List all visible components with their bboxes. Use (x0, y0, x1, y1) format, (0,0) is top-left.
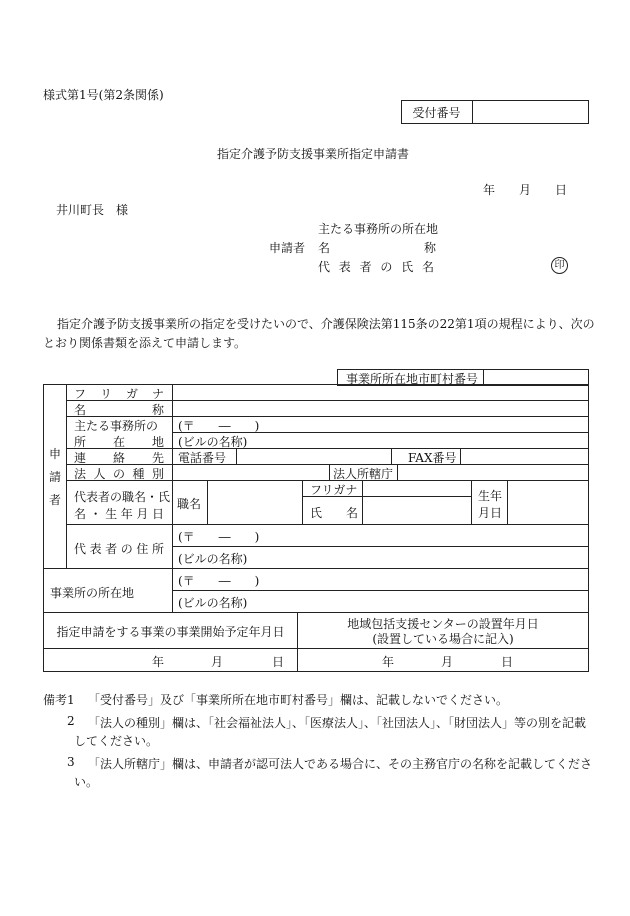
job-title-field[interactable] (208, 481, 301, 523)
birth-label-line1: 生年 (478, 489, 503, 503)
receipt-number-label: 受付番号 (412, 106, 461, 120)
center-date-month[interactable]: 月 (441, 655, 454, 669)
center-date-year[interactable]: 年 (382, 655, 395, 669)
side-label-1: 申 (49, 447, 62, 461)
center-date-day[interactable]: 日 (501, 655, 514, 669)
side-label-2: 請 (49, 470, 62, 484)
start-date-month[interactable]: 月 (211, 655, 224, 669)
furigana-field[interactable] (173, 385, 588, 399)
birth-date-field[interactable] (508, 481, 588, 523)
note-3-line2: い。 (74, 775, 99, 789)
rep-info-label-line2: 名 ・ 生 年 月 日 (74, 507, 164, 521)
body-text-line2: とおり関係書類を添えて申請します。 (43, 336, 247, 350)
main-office-label-line2: 所 在 地 (74, 435, 164, 449)
applicant-rep-name-label: 代 表 者 の 氏 名 (318, 260, 434, 274)
rep-address-label: 代 表 者 の 住 所 (74, 542, 164, 556)
contact-label: 連 絡 先 (74, 451, 164, 465)
main-office-postal[interactable]: (〒 ― ) (178, 419, 260, 433)
applicant-label: 申請者 (269, 241, 306, 255)
main-office-building[interactable]: (ビルの名称) (178, 435, 248, 449)
rep-address-building[interactable]: (ビルの名称) (178, 552, 248, 566)
fax-field[interactable] (461, 449, 588, 463)
rep-furigana-label: フリガナ (310, 483, 358, 497)
date-day: 日 (555, 183, 568, 197)
main-office-label-line1: 主たる事務所の (74, 419, 159, 433)
phone-label: 電話番号 (178, 451, 227, 465)
office-address-label: 事業所の所在地 (50, 586, 135, 600)
birth-label-line2: 月日 (478, 506, 503, 520)
center-date-label-line2: (設置している場合に記入) (372, 632, 514, 646)
rep-furigana-field[interactable] (363, 481, 470, 495)
muni-code-label: 事業所所在地市町村番号 (346, 372, 479, 386)
start-date-label: 指定申請をする事業の事業開始予定年月日 (56, 625, 285, 639)
rep-address-postal[interactable]: (〒 ― ) (178, 530, 260, 544)
applicant-office-location: 主たる事務所の所在地 (318, 222, 439, 236)
note-2-line2: してください。 (74, 734, 159, 748)
addressee: 井川町長 様 (56, 203, 129, 217)
rep-name-label: 氏 名 (310, 506, 359, 520)
fax-label: FAX番号 (408, 451, 457, 465)
center-date-label-line1: 地域包括支援センターの設置年月日 (347, 617, 539, 631)
corp-type-label: 法 人 の 種 別 (74, 467, 164, 481)
applicant-name-label: 名 (318, 241, 331, 255)
start-date-day[interactable]: 日 (272, 655, 285, 669)
rep-info-label-line1: 代表者の職名・氏 (74, 490, 171, 504)
name-field[interactable] (173, 401, 588, 415)
start-date-year[interactable]: 年 (152, 655, 165, 669)
furigana-label: フ リ ガ ナ (74, 387, 164, 401)
rep-name-field[interactable] (363, 497, 470, 523)
phone-field[interactable] (237, 449, 390, 463)
form-number: 様式第1号(第2条関係) (43, 88, 164, 102)
side-label-3: 者 (49, 493, 62, 507)
office-address-postal[interactable]: (〒 ― ) (178, 574, 260, 588)
notes-heading: 備考1 (43, 693, 75, 707)
note-3-number: 3 (67, 755, 75, 769)
job-title-label: 職名 (177, 497, 202, 511)
receipt-number-field[interactable] (473, 101, 588, 123)
office-address-building[interactable]: (ビルの名称) (178, 596, 248, 610)
corp-authority-label: 法人所轄庁 (333, 467, 394, 481)
note-2-line1: 「法人の種別」欄は、「社会福祉法人」、「医療法人」、「社団法人」、「財団法人」等の別を記載 (88, 716, 587, 730)
body-text-line1: 指定介護予防支援事業所の指定を受けたいので、介護保険法第115条の22第1項の規程により、次の (57, 317, 595, 331)
note-2-number: 2 (67, 714, 75, 728)
corp-type-field[interactable] (173, 465, 328, 479)
date-month: 月 (519, 183, 532, 197)
seal-icon: 印 (551, 257, 568, 274)
note-1: 「受付番号」及び「事業所所在地市町村番号」欄は、記載しないでください。 (88, 693, 509, 707)
note-3-line1: 「法人所轄庁」欄は、申請者が認可法人である場合に、その主務官庁の名称を記載してくださ (88, 757, 593, 771)
name-label: 名 称 (74, 403, 164, 417)
muni-code-field[interactable] (484, 370, 588, 385)
applicant-name-label2: 称 (424, 241, 437, 255)
page-title: 指定介護予防支援事業所指定申請書 (217, 147, 410, 161)
date-year: 年 (483, 183, 496, 197)
corp-authority-field[interactable] (398, 465, 588, 479)
